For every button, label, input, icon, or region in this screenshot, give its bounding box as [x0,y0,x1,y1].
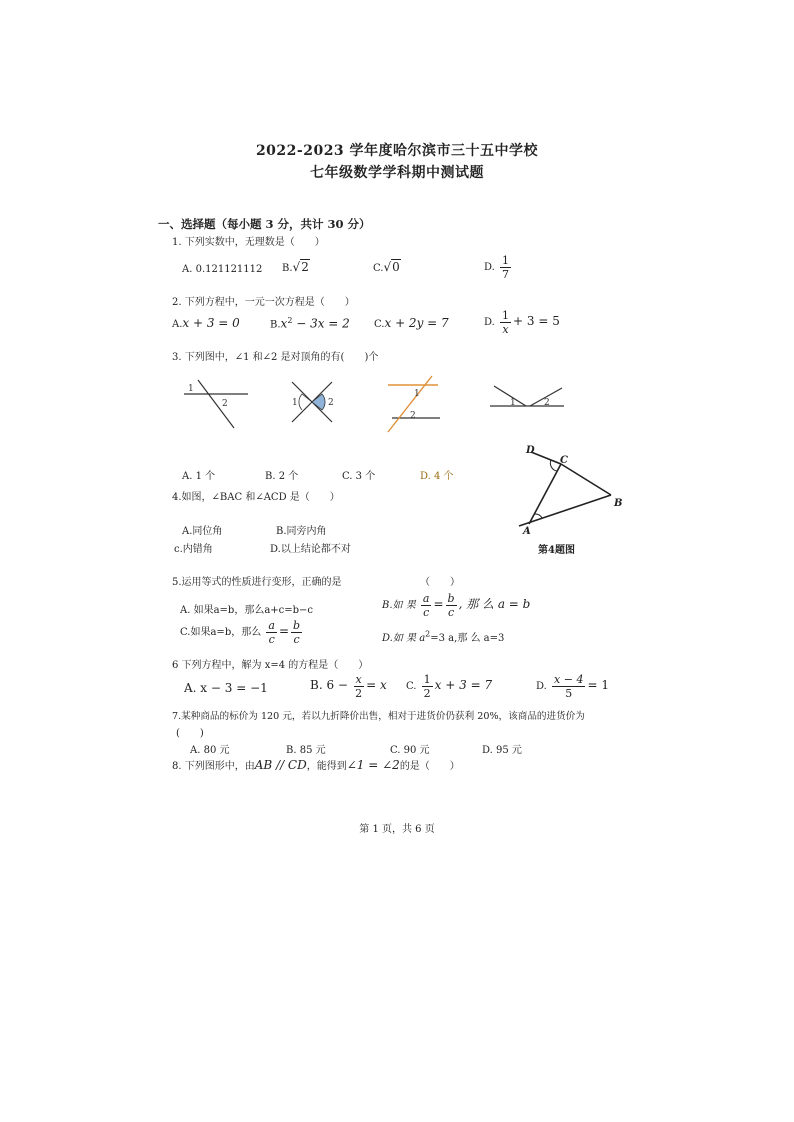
q7-stem: 7.某种商品的标价为 120 元，若以九折降价出售，相对于进货价仍获利 20%，该商品的进货价为 [172,711,585,722]
q5-stem: 5.运用等式的性质进行变形，正确的是 [172,577,342,588]
q3-figures [170,370,580,435]
q1-option-d: D. $\frac{1}{7}$ [484,254,510,281]
q1-option-b: B.√2 [282,260,309,274]
q1-stem: 1. 下列实数中，无理数是（ ） [172,237,325,248]
q4-triangle-figure [515,440,630,535]
q4-point-a: A [523,526,531,535]
q2-option-a: A.x + 3 = 0 [172,316,240,330]
q4-figure-caption: 第4题图 [538,545,575,556]
q4-option-d: D.以上结论都不对 [270,544,351,555]
q3-figure-3 [388,376,440,432]
exam-title-line2: 七年级数学学科期中测试题 [310,165,484,181]
q3-stem: 3. 下列图中，∠1 和∠2 是对顶角的有( )个 [172,352,379,363]
q3-option-c: C. 3 个 [342,471,376,482]
q4-point-b: B [614,498,623,509]
page-footer: 第 1 页，共 6 页 [359,824,435,835]
q4-stem: 4.如图，∠BAC 和∠ACD 是（ ） [172,492,340,503]
section-heading: 一、选择题（每小题 3 分，共计 30 分） [158,217,371,231]
q1-option-c: C.√0 [373,260,400,274]
q3-figure-4 [490,386,564,408]
q7-option-d: D. 95 元 [482,745,522,756]
q3-fig4-label-1: 1 [510,398,516,408]
q2-option-c: C.x + 2y = 7 [374,316,449,330]
q3-figure-1 [184,380,248,428]
q6-option-c: C. $\frac{1}{2}$ x + 3 = 7 [406,673,493,700]
q4-point-c: C [560,455,568,466]
q3-option-a: A. 1 个 [182,471,216,482]
exam-title-line1: 2022-2023 学年度哈尔滨市三十五中学校 [255,143,539,159]
q3-fig4-label-2: 2 [544,398,550,408]
q5-option-c: C.如果a=b，那么 $\frac{a}{c}$ = $\frac{b}{c}$ [180,619,301,646]
q4-option-c: c.内错角 [174,544,213,555]
q3-fig1-label-2: 2 [222,399,228,409]
q1-option-a: A. 0.121121112 [182,264,263,275]
q3-fig3-label-1: 1 [414,389,420,399]
q7-option-b: B. 85 元 [286,745,326,756]
q4-option-b: B.同旁内角 [276,526,327,537]
q3-fig3-label-2: 2 [410,411,416,421]
q7-answer-paren: ( ) [176,728,204,739]
q8-stem: 8. 下列图形中，由AB // CD，能得到∠1 = ∠2的是（ ） [172,758,460,772]
q2-option-d: D. $\frac{1}{x}$ + 3 = 5 [484,309,560,336]
q2-option-b: $B.x^2 - 3x = 2$ [270,316,350,331]
q3-option-b: B. 2 个 [265,471,299,482]
q6-option-a: A. x − 3 = −1 [184,681,268,695]
q6-stem: 6 下列方程中，解为 x=4 的方程是（ ） [172,660,369,671]
q6-option-b: B. 6 − $\frac{x}{2}$ = x [310,673,387,700]
q3-option-d: D. 4 个 [420,471,454,482]
q3-fig1-label-1: 1 [188,384,194,394]
q3-figure-2 [292,382,334,422]
q5-option-b: B.如 果 $\frac{a}{c}$ = $\frac{b}{c}$ , 那 么 a = b [382,592,531,619]
q2-stem: 2. 下列方程中，一元一次方程是（ ） [172,297,355,308]
q7-option-c: C. 90 元 [390,745,430,756]
q3-fig2-label-1: 1 [292,398,298,408]
q5-option-a: A. 如果a=b，那么a+c=b−c [180,605,314,616]
q7-option-a: A. 80 元 [190,745,230,756]
q4-option-a: A.同位角 [182,526,223,537]
q5-option-d: D.如 果 $a^2=3$ a,那 么 a=3 [382,629,505,644]
q3-fig2-label-2: 2 [328,398,334,408]
q5-answer-paren: （ ） [420,577,460,588]
q6-option-d: D. $\frac{x - 4}{5}$ = 1 [536,673,609,700]
q4-point-d: D [526,445,535,456]
